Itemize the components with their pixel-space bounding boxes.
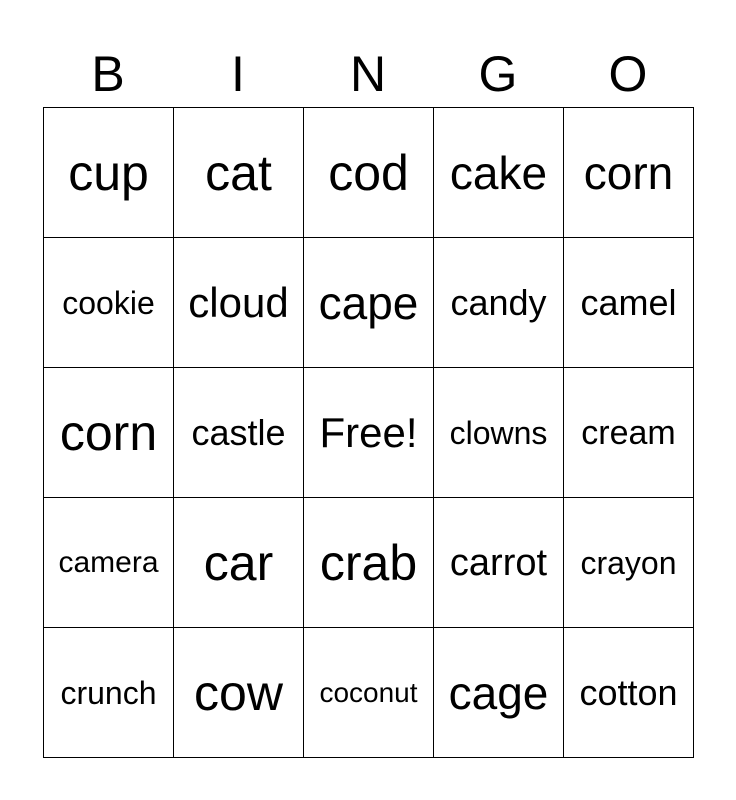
- header-letter-g: G: [478, 46, 518, 102]
- header-letter-o: O: [608, 46, 648, 102]
- header-letter-i: I: [231, 46, 245, 102]
- bingo-cell[interactable]: candy: [434, 238, 564, 368]
- bingo-cell[interactable]: crab: [304, 498, 434, 628]
- bingo-cell[interactable]: crunch: [44, 628, 174, 758]
- bingo-cell[interactable]: cat: [174, 108, 304, 238]
- bingo-cell[interactable]: cow: [174, 628, 304, 758]
- free-space-cell[interactable]: Free!: [304, 368, 434, 498]
- header-letter-b: B: [91, 46, 125, 102]
- header-letter-n: N: [349, 46, 387, 102]
- bingo-cell[interactable]: car: [174, 498, 304, 628]
- bingo-cell[interactable]: cage: [434, 628, 564, 758]
- bingo-cell[interactable]: cotton: [564, 628, 694, 758]
- bingo-board: [43, 107, 694, 758]
- bingo-cell[interactable]: cream: [564, 368, 694, 498]
- bingo-cell[interactable]: coconut: [304, 628, 434, 758]
- bingo-cell[interactable]: cup: [44, 108, 174, 238]
- bingo-cell[interactable]: carrot: [434, 498, 564, 628]
- bingo-cell[interactable]: cape: [304, 238, 434, 368]
- bingo-cell[interactable]: camel: [564, 238, 694, 368]
- bingo-cell[interactable]: cake: [434, 108, 564, 238]
- bingo-cell[interactable]: castle: [174, 368, 304, 498]
- bingo-cell[interactable]: camera: [44, 498, 174, 628]
- bingo-cell[interactable]: cloud: [174, 238, 304, 368]
- bingo-cell[interactable]: cookie: [44, 238, 174, 368]
- bingo-header: [43, 40, 693, 108]
- bingo-cell[interactable]: crayon: [564, 498, 694, 628]
- bingo-cell[interactable]: clowns: [434, 368, 564, 498]
- bingo-cell[interactable]: cod: [304, 108, 434, 238]
- bingo-cell[interactable]: corn: [44, 368, 174, 498]
- bingo-cell[interactable]: corn: [564, 108, 694, 238]
